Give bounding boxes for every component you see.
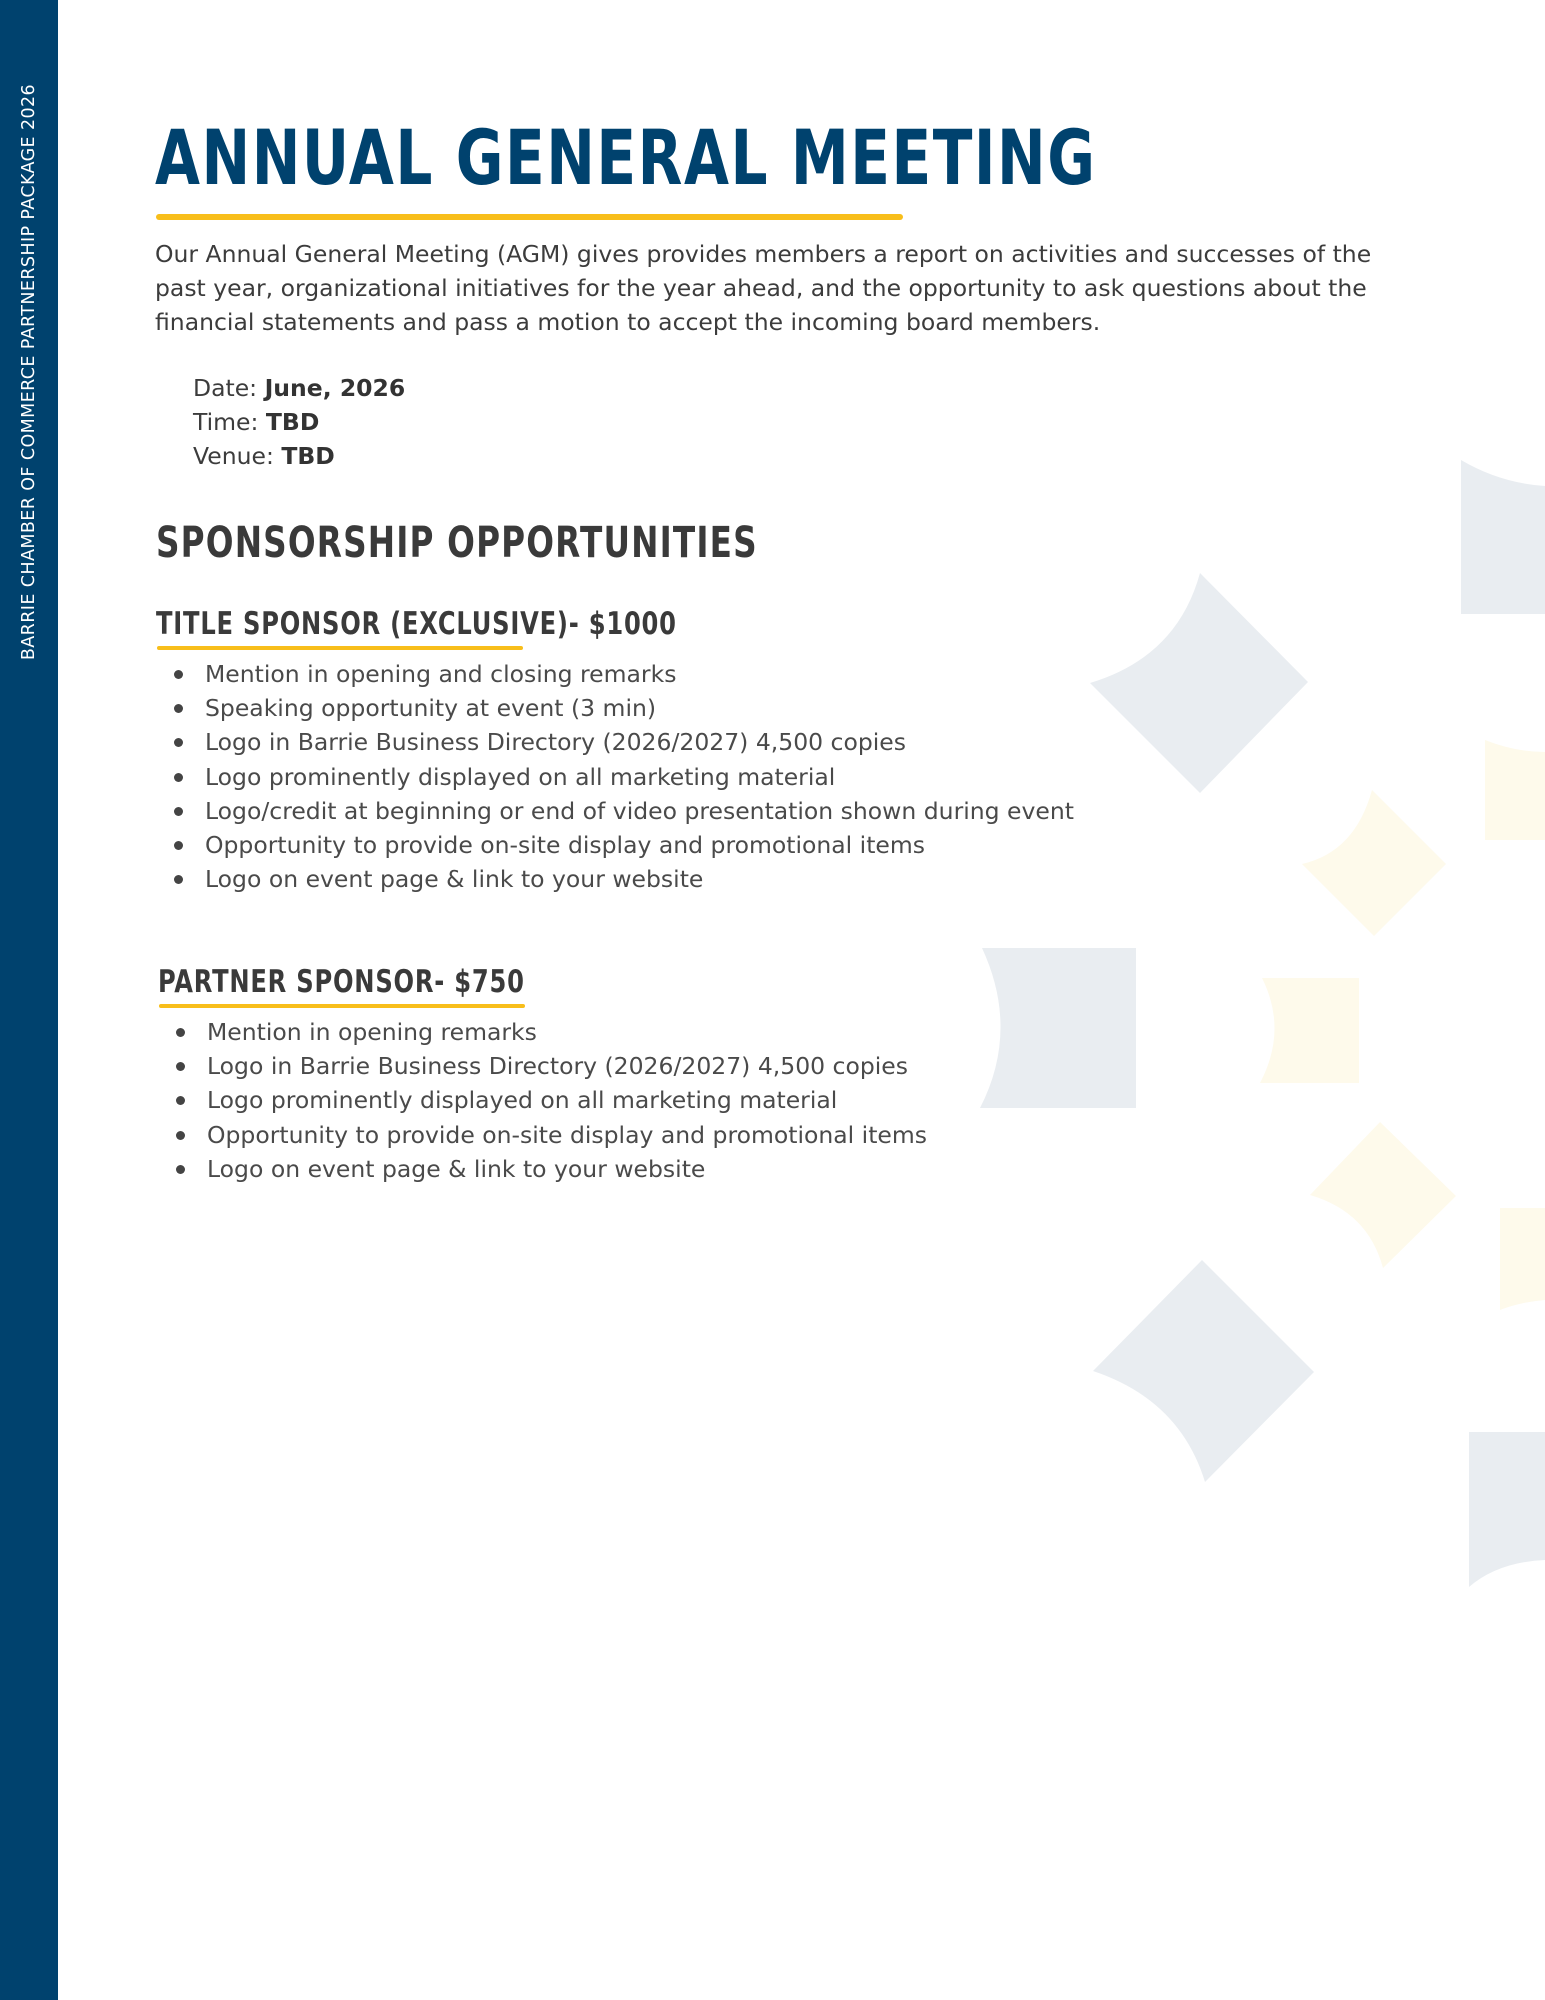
list-item: Speaking opportunity at event (3 min) bbox=[158, 691, 1074, 725]
list-item: Logo in Barrie Business Directory (2026/2027) 4,500 copies bbox=[160, 1049, 927, 1083]
list-item: Opportunity to provide on-site display and promotional items bbox=[158, 828, 1074, 862]
list-item: Logo prominently displayed on all marketing material bbox=[160, 1083, 927, 1117]
date-row bbox=[193, 371, 405, 405]
title-sponsor-benefits bbox=[158, 657, 1074, 896]
title-underline bbox=[156, 214, 903, 220]
event-details bbox=[193, 371, 405, 473]
title-sponsor-heading: TITLE SPONSOR (EXCLUSIVE)- $1000 bbox=[156, 606, 677, 642]
list-item: Logo in Barrie Business Directory (2026/2027) 4,500 copies bbox=[158, 725, 1074, 759]
time-label: Time: bbox=[193, 408, 266, 436]
decor-cream-edge-top bbox=[1485, 740, 1545, 840]
decor-cream-square bbox=[1260, 978, 1359, 1083]
partner-sponsor-heading: PARTNER SPONSOR- $750 bbox=[158, 964, 525, 1000]
page-title: ANNUAL GENERAL MEETING bbox=[155, 113, 1097, 202]
decor-diamond-lower bbox=[1093, 1260, 1314, 1482]
list-item: Mention in opening and closing remarks bbox=[158, 657, 1074, 691]
time-row bbox=[193, 405, 405, 439]
decor-diamond-upper bbox=[1090, 573, 1308, 793]
venue-value: TBD bbox=[281, 442, 335, 470]
side-bar-text: BARRIE CHAMBER OF COMMERCE PARTNERSHIP PACKAGE 2026 bbox=[19, 83, 39, 661]
sponsorship-heading: SPONSORSHIP OPPORTUNITIES bbox=[156, 518, 758, 568]
date-label: Date: bbox=[193, 374, 265, 402]
decor-cream-diamond-upper bbox=[1302, 790, 1446, 936]
decor-edge-bottom bbox=[1469, 1432, 1545, 1587]
decor-edge-top bbox=[1461, 460, 1545, 614]
venue-label: Venue: bbox=[193, 442, 282, 470]
list-item: Mention in opening remarks bbox=[160, 1015, 927, 1049]
date-value: June, 2026 bbox=[264, 374, 406, 402]
list-item: Opportunity to provide on-site display and promotional items bbox=[160, 1118, 927, 1152]
decor-cream-edge-bottom bbox=[1500, 1208, 1545, 1310]
title-sponsor-underline bbox=[157, 646, 523, 650]
decor-square-middle bbox=[980, 948, 1136, 1108]
list-item: Logo on event page & link to your website bbox=[158, 862, 1074, 896]
intro-paragraph: Our Annual General Meeting (AGM) gives provides members a report on activities and successes of the past year, organizational initiatives for the year ahead, and the opportunity to ask questions about the financial statements and pass a motion to accept the incoming board members. bbox=[155, 240, 1372, 336]
decor-cream-diamond-lower bbox=[1310, 1122, 1456, 1268]
partner-sponsor-underline bbox=[159, 1004, 525, 1008]
list-item: Logo on event page & link to your website bbox=[160, 1152, 927, 1186]
partner-sponsor-benefits bbox=[160, 1015, 927, 1186]
side-bar bbox=[0, 0, 58, 2000]
list-item: Logo prominently displayed on all marketing material bbox=[158, 760, 1074, 794]
time-value: TBD bbox=[265, 408, 320, 436]
venue-row bbox=[193, 439, 405, 473]
list-item: Logo/credit at beginning or end of video presentation shown during event bbox=[158, 794, 1074, 828]
